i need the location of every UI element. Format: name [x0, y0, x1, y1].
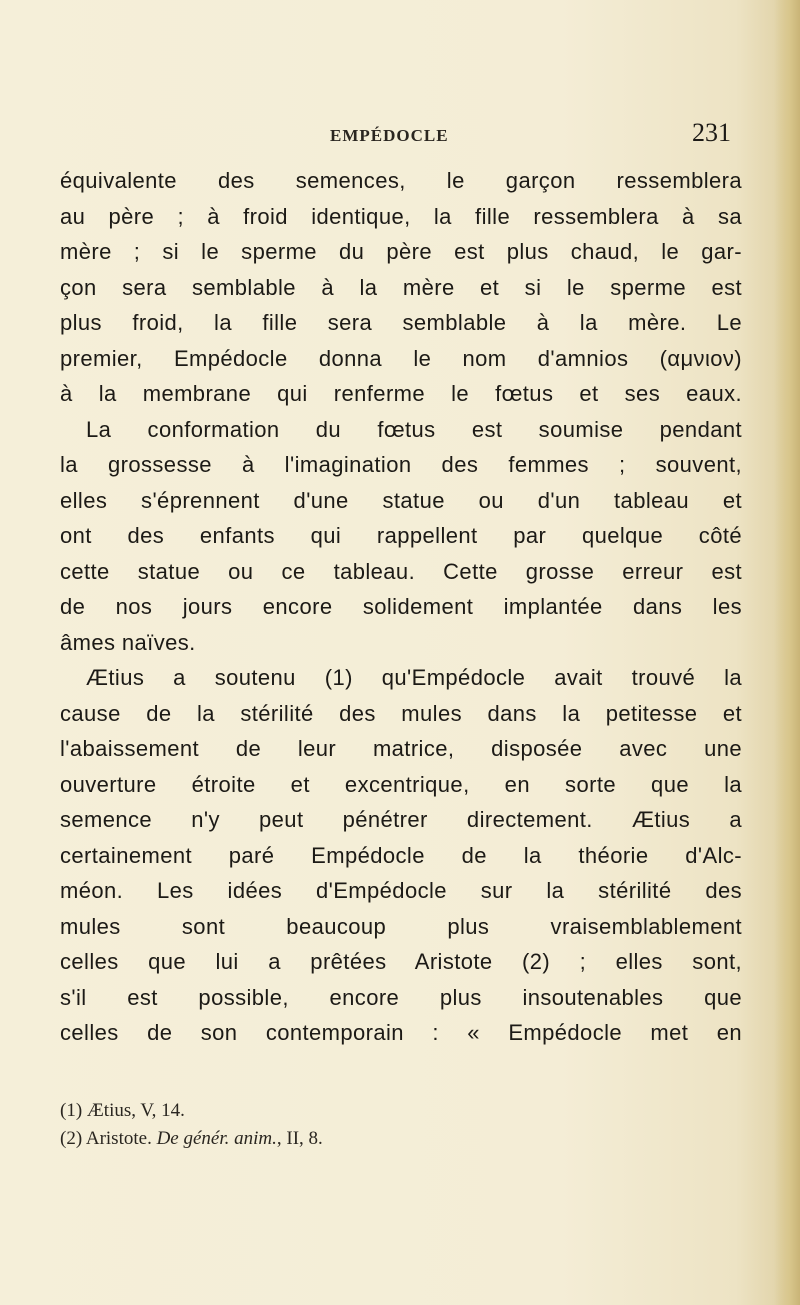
- text-line: au père ; à froid identique, la fille ressemblera à sa: [60, 203, 742, 229]
- footnote-2-suffix: , II, 8.: [276, 1128, 323, 1149]
- page-header: [0, 118, 800, 158]
- text-line: çon sera semblable à la mère et si le sperme est: [60, 274, 742, 300]
- text-line: équivalente des semences, le garçon ressemblera: [60, 168, 742, 193]
- text-line: âmes naïves.: [60, 629, 196, 655]
- text-line: cette statue ou ce tableau. Cette grosse erreur est: [60, 558, 742, 584]
- footnote-2: [60, 1125, 742, 1153]
- text-line: la grossesse à l'imagination des femmes ; souvent,: [60, 452, 742, 477]
- text-line: cause de la stérilité des mules dans la petitesse et: [60, 700, 742, 726]
- footnote-2-title: De génér. anim.: [156, 1128, 277, 1149]
- text-line: méon. Les idées d'Empédocle sur la stérilité des: [60, 878, 742, 903]
- text-line: elles s'éprennent d'une statue ou d'un tableau et: [60, 487, 742, 513]
- text-line: celles que lui a prêtées Aristote (2) ; elles sont,: [60, 949, 742, 974]
- text-line: l'abaissement de leur matrice, disposée avec une: [60, 736, 742, 761]
- text-line: premier, Empédocle donna le nom d'amnios (αμνιον): [60, 345, 742, 371]
- running-title: EMPÉDOCLE: [330, 126, 449, 145]
- text-line: La conformation du fœtus est soumise pendant: [86, 416, 742, 442]
- text-line: Ætius a soutenu (1) qu'Empédocle avait trouvé la: [86, 665, 742, 690]
- text-line: celles de son contemporain : « Empédocle met en: [60, 1020, 742, 1045]
- text-line: mules sont beaucoup plus vraisemblablement: [60, 913, 742, 939]
- text-line: mère ; si le sperme du père est plus chaud, le gar-: [60, 239, 742, 264]
- text-line: à la membrane qui renferme le fœtus et ses eaux.: [60, 381, 742, 406]
- footnote-2-prefix: (2) Aristote.: [60, 1128, 157, 1149]
- text-line: s'il est possible, encore plus insoutenables que: [60, 984, 742, 1010]
- footnotes: [60, 1097, 742, 1153]
- footnote-1: (1) Ætius, V, 14.: [60, 1100, 185, 1121]
- text-line: de nos jours encore solidement implantée dans les: [60, 594, 742, 619]
- body-text: [60, 163, 742, 1051]
- text-line: ont des enfants qui rappellent par quelque côté: [60, 523, 742, 548]
- text-line: ouverture étroite et excentrique, en sorte que la: [60, 771, 742, 797]
- text-line: certainement paré Empédocle de la théorie d'Alc-: [60, 842, 742, 868]
- text-line: plus froid, la fille sera semblable à la mère. Le: [60, 310, 742, 335]
- page-edge-shadow: [774, 0, 800, 1305]
- page-number: 231: [692, 118, 731, 147]
- text-line: semence n'y peut pénétrer directement. Ætius a: [60, 807, 742, 832]
